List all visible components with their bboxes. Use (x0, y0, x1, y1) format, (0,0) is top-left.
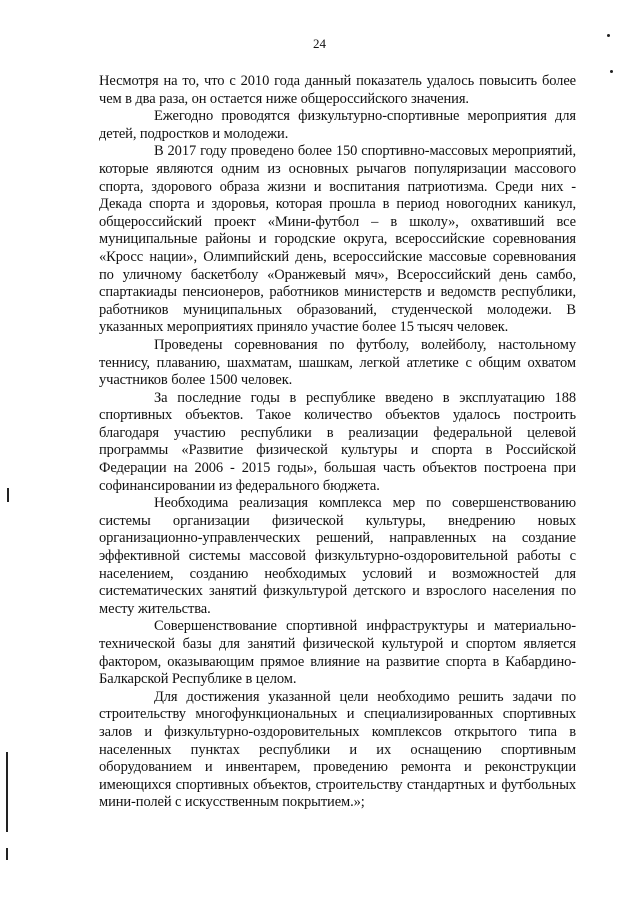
scan-speck (607, 34, 610, 37)
scan-edge-line (7, 488, 9, 502)
paragraph: Необходима реализация комплекса мер по совершенствованию системы организации физической культуры, внедрению новых организационно-управленческих решений, направленных на создание эффективной системы массовой физкультурно-оздоровительной работы с населением, созданию необходимых условий и возможностей для систематических занятий физкультурой детского и взрослого населения по месту жительства. (99, 495, 576, 617)
document-body (99, 73, 576, 812)
paragraph: Проведены соревнования по футболу, волейболу, настольному теннису, плаванию, шахматам, шашкам, легкой атлетике с общим охватом участников более 1500 человек. (99, 336, 576, 389)
page-number: 24 (313, 36, 326, 51)
paragraph: Несмотря на то, что с 2010 года данный показатель удалось повысить более чем в два раза, он остается ниже общероссийского значения. (99, 73, 576, 107)
paragraph: За последние годы в республике введено в эксплуатацию 188 спортивных объектов. Такое количество объектов удалось построить благодаря участию республики в реализации федеральной целевой программы «Развитие физической культуры и спорта в Российской Федерации на 2006 - 2015 годы», большая часть объектов построена при софинансировании из федерального бюджета. (99, 389, 576, 494)
paragraph: Для достижения указанной цели необходимо решить задачи по строительству многофункциональных и специализированных спортивных залов и физкультурно-оздоровительных комплексов открытого типа в населенных пунктах республики и их оснащению спортивным оборудованием и инвентарем, проведению ремонта и реконструкции имеющихся спортивных объектов, строительству стандартных и футбольных мини-полей с искусственным покрытием.»; (99, 688, 576, 811)
scan-edge-line (6, 848, 8, 860)
scan-speck (610, 70, 613, 73)
paragraph: Совершенствование спортивной инфраструктуры и материально-технической базы для занятий физической культурой и спортом является фактором, оказывающим прямое влияние на развитие спорта в Кабардино-Балкарской Республике в целом. (99, 618, 576, 688)
scan-edge-line (6, 752, 8, 832)
paragraph: В 2017 году проведено более 150 спортивно-массовых мероприятий, которые являются одним из основных рычагов популяризации массового спорта, здорового образа жизни и воспитания патриотизма. Среди них - Декада спорта и здоровья, которая прошла в период новогодних каникул, общероссийский проект «Мини-футбол – в школу», охвативший все муниципальные районы и городские округа, всероссийские соревнования «Кросс нации», Олимпийский день, всероссийские массовые соревнования по уличному баскетболу «Оранжевый мяч», Всероссийский день самбо, спартакиады пенсионеров, работников министерств и ведомств республики, работников муниципальных образований, студенческой молодежи. В указанных мероприятиях приняло участие более 15 тысяч человек. (99, 143, 576, 336)
paragraph: Ежегодно проводятся физкультурно-спортивные мероприятия для детей, подростков и молодежи. (99, 108, 576, 142)
